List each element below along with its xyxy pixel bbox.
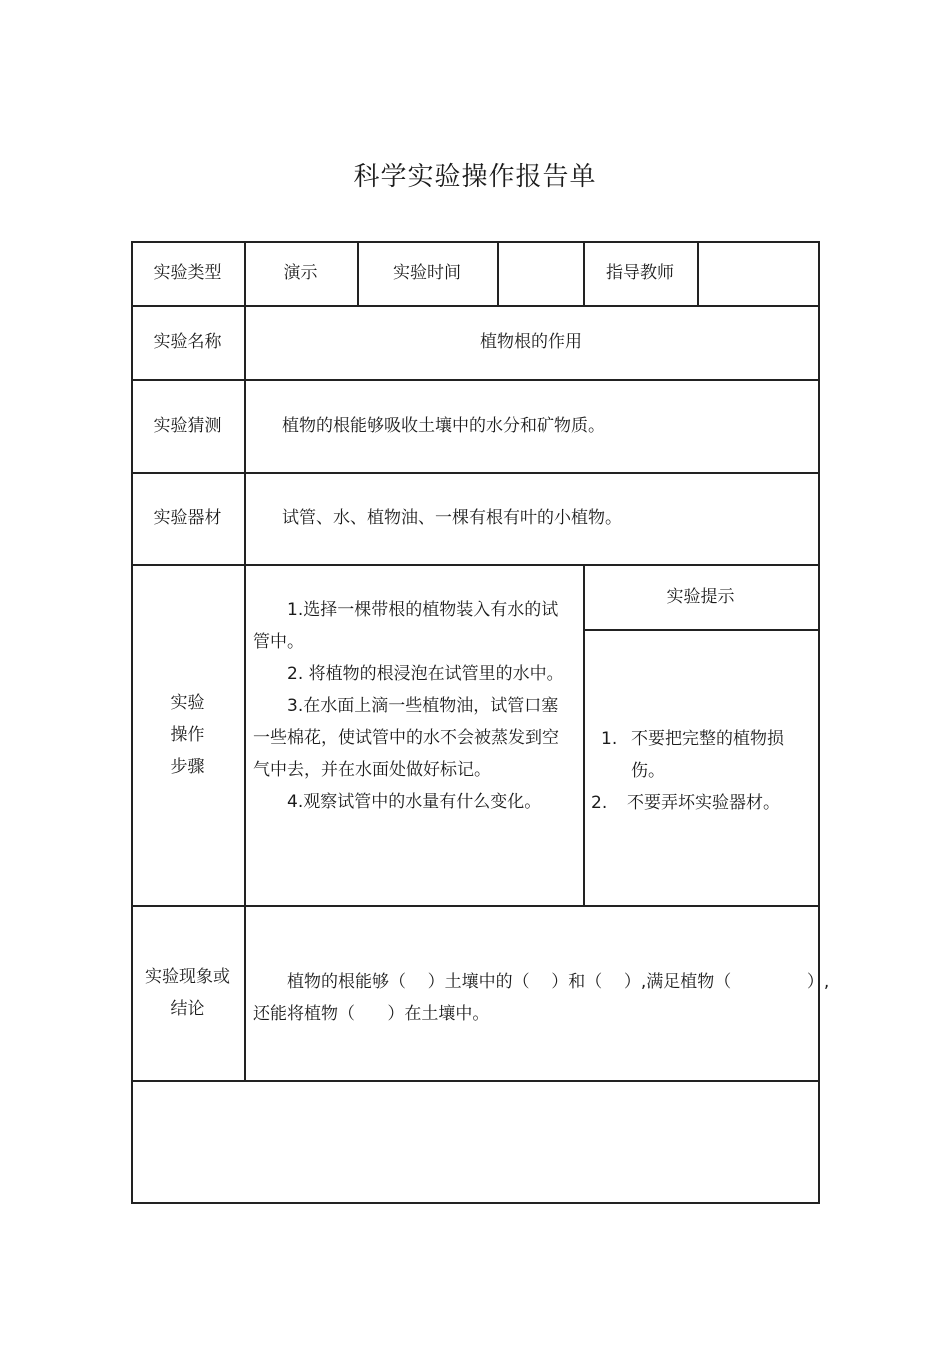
step-item: 3.在水面上滴一些植物油，试管口塞一些棉花，使试管中的水不会被蒸发到空气中去，并在水面处做好标记。 <box>253 696 559 780</box>
document-title: 科学实验操作报告单 <box>353 162 597 192</box>
hypothesis-label: 实验猜测 <box>153 415 222 436</box>
conclusion-line: 植物的根能够（ ）土壤中的（ ）和（ ）,满足植物（ ）, <box>287 972 830 992</box>
step-item: 2. 将植物的根浸泡在试管里的水中。 <box>287 664 564 684</box>
steps-list <box>253 594 569 818</box>
table-border-right <box>818 241 820 1204</box>
teacher-value <box>697 241 818 305</box>
conclusion-line: 还能将植物（ ）在土壤中。 <box>253 1004 490 1024</box>
equipment-value: 试管、水、植物油、一棵有根有叶的小植物。 <box>282 508 622 528</box>
tips-header: 实验提示 <box>666 586 735 607</box>
steps-label-line: 操作 <box>170 724 205 745</box>
steps-label-line: 步骤 <box>170 756 205 777</box>
tip-text: 不要把完整的植物损伤。 <box>631 729 784 781</box>
step-item: 1.选择一棵带根的植物装入有水的试管中。 <box>253 600 559 652</box>
tip-item <box>591 787 813 819</box>
conclusion-label-line: 实验现象或 <box>145 966 230 987</box>
experiment-time-value <box>497 241 583 305</box>
equipment-label: 实验器材 <box>153 508 222 528</box>
steps-label <box>131 564 244 905</box>
hypothesis-value: 植物的根能够吸收土壤中的水分和矿物质。 <box>282 415 605 436</box>
experiment-name-label: 实验名称 <box>153 332 222 352</box>
step-item: 4.观察试管中的水量有什么变化。 <box>287 792 542 812</box>
tip-number: 1. <box>601 729 618 749</box>
footer-blank-cell <box>131 1080 818 1202</box>
teacher-label: 指导教师 <box>606 263 674 283</box>
tip-item <box>591 723 813 787</box>
table-border-bottom <box>131 1202 820 1204</box>
report-table <box>131 241 830 1204</box>
experiment-type-label: 实验类型 <box>153 263 222 283</box>
conclusion-text <box>253 966 830 1030</box>
tips-list <box>591 723 813 819</box>
tip-text: 不要弄坏实验器材。 <box>627 793 780 813</box>
conclusion-label <box>131 905 244 1080</box>
steps-label-line: 实验 <box>170 692 205 713</box>
conclusion-label-line: 结论 <box>170 998 205 1019</box>
experiment-type-value: 演示 <box>283 263 318 283</box>
tips-divider <box>583 629 820 631</box>
experiment-time-label: 实验时间 <box>393 263 461 283</box>
tip-number: 2. <box>591 793 608 813</box>
experiment-name-value: 植物根的作用 <box>480 332 582 352</box>
